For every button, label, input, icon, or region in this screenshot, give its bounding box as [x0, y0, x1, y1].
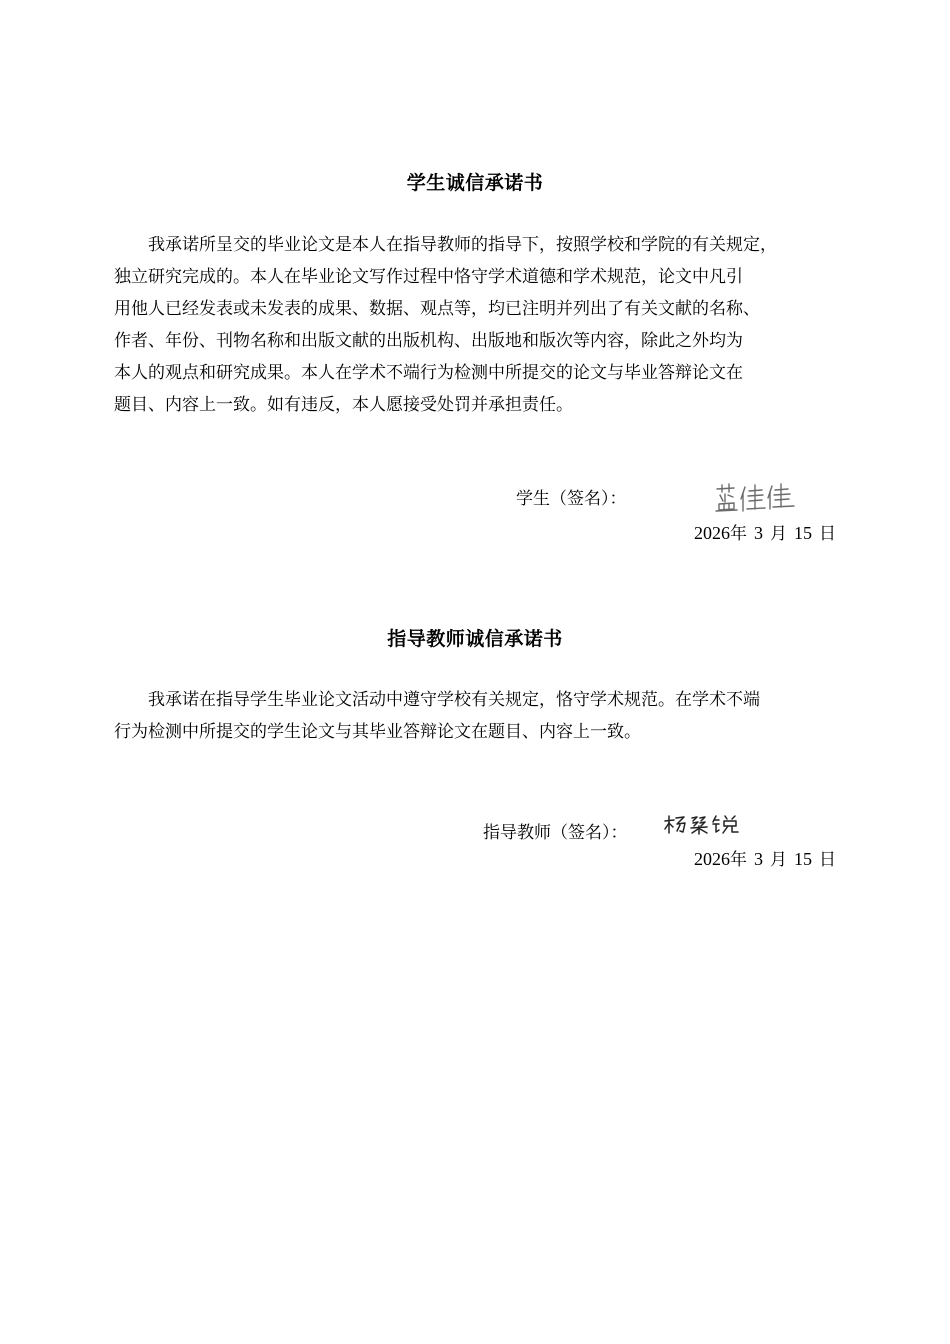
student-pledge-line: 独立研究完成的。本人在毕业论文写作过程中恪守学术道德和学术规范，论文中凡引 [114, 267, 743, 287]
student-pledge-body [114, 229, 844, 421]
teacher-date-month-unit: 月 [770, 850, 787, 870]
student-pledge-title: 学生诚信承诺书 [406, 172, 544, 194]
student-date [694, 521, 836, 546]
student-pledge-line: 用他人已经发表或未发表的成果、数据、观点等，均已注明并列出了有关文献的名称、 [114, 299, 760, 319]
teacher-pledge-line: 行为检测中所提交的学生论文与其毕业答辩论文在题目、内容上一致。 [114, 722, 641, 742]
teacher-handwritten-signature [663, 814, 745, 836]
student-pledge-line: 作者、年份、刊物名称和出版文献的出版机构、出版地和版次等内容，除此之外均为 [114, 331, 743, 351]
student-pledge-line: 题目、内容上一致。如有违反，本人愿接受处罚并承担责任。 [114, 395, 573, 415]
student-date-month: 3 [754, 523, 763, 543]
teacher-signature-label: 指导教师（签名）： [483, 823, 628, 843]
student-date-month-unit: 月 [770, 524, 787, 544]
teacher-pledge-line: 我承诺在指导学生毕业论文活动中遵守学校有关规定，恪守学术规范。在学术不端 [148, 690, 760, 710]
teacher-date-year-unit: 年 [730, 850, 747, 870]
teacher-date-day: 15 [794, 849, 812, 869]
student-date-day-unit: 日 [819, 524, 836, 544]
student-date-year: 2026 [694, 523, 730, 543]
student-pledge-line: 我承诺所呈交的毕业论文是本人在指导教师的指导下，按照学校和学院的有关规定， [148, 235, 777, 255]
teacher-date [694, 847, 836, 872]
student-date-day: 15 [794, 523, 812, 543]
teacher-pledge-title: 指导教师诚信承诺书 [387, 628, 563, 650]
teacher-date-year: 2026 [694, 849, 730, 869]
student-signature-label: 学生（签名）： [516, 489, 627, 509]
student-date-year-unit: 年 [730, 524, 747, 544]
teacher-pledge-body [114, 684, 844, 748]
teacher-date-month: 3 [754, 849, 763, 869]
teacher-date-day-unit: 日 [819, 850, 836, 870]
student-handwritten-signature [712, 481, 798, 515]
student-pledge-line: 本人的观点和研究成果。本人在学术不端行为检测中所提交的论文与毕业答辩论文在 [114, 363, 743, 383]
